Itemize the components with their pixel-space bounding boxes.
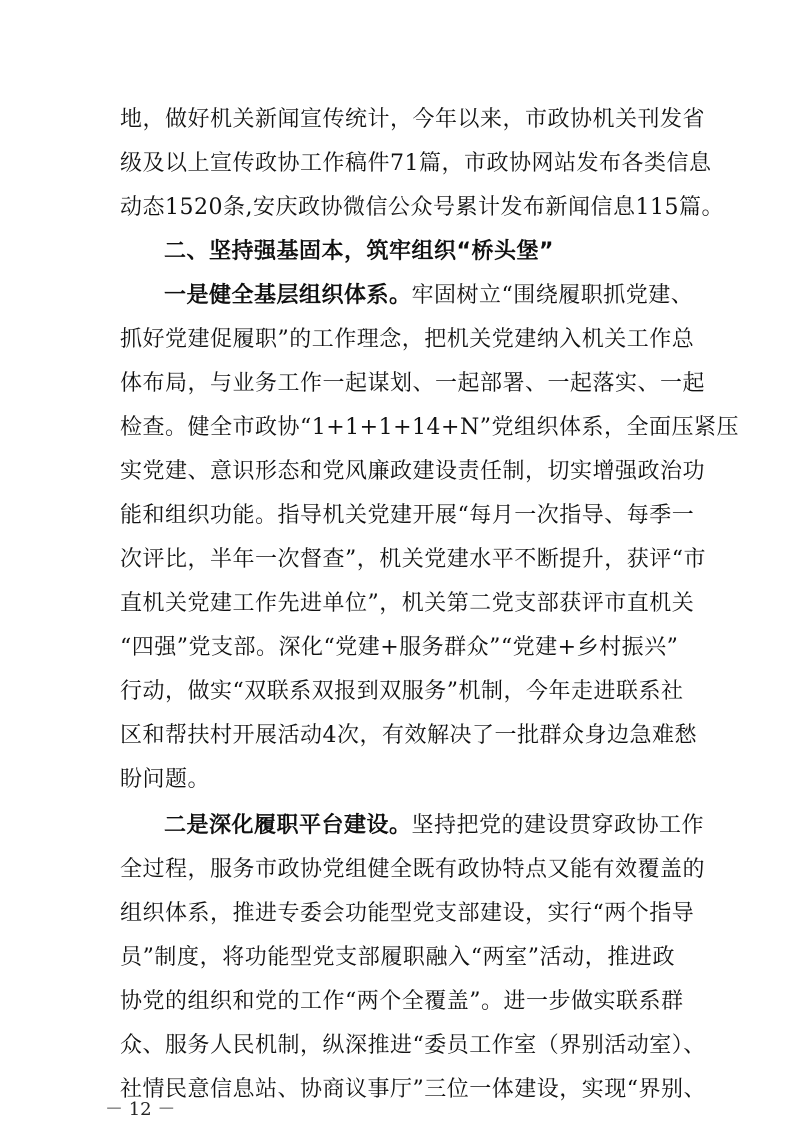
body-line: 动态1520条,安庆政协微信公众号累计发布新闻信息115篇。 xyxy=(120,195,724,220)
page-number: － 12 － xyxy=(105,1099,176,1120)
section-heading: 二、坚持强基固本，筑牢组织“桥头堡” xyxy=(164,239,554,264)
body-line: “四强”党支部。深化“党建+服务群众”“党建+乡村振兴” xyxy=(120,635,679,660)
paragraph-lead: 健全基层组织体系。 xyxy=(209,283,412,308)
body-line: 次评比，半年一次督查”，机关党建水平不断提升，获评“市 xyxy=(120,547,706,572)
paragraph-text: 坚持把党的建设贯穿政协工作 xyxy=(411,813,705,838)
body-line: 组织体系，推进专委会功能型党支部建设，实行“两个指导 xyxy=(120,901,695,926)
body-line: 能和组织功能。指导机关党建开展“每月一次指导、每季一 xyxy=(120,503,695,528)
body-line: 体布局，与业务工作一起谋划、一起部署、一起落实、一起 xyxy=(120,371,706,396)
body-line: 行动，做实“双联系双报到双服务”机制，今年走进联系社 xyxy=(120,679,684,704)
body-line: 级及以上宣传政协工作稿件71篇，市政协网站发布各类信息 xyxy=(120,151,712,176)
paragraph-lead: 深化履职平台建设。 xyxy=(209,813,412,838)
body-line: 抓好党建促履职”的工作理念，把机关党建纳入机关工作总 xyxy=(120,327,695,352)
paragraph-text: 牢固树立“围绕履职抓党建、 xyxy=(411,283,694,308)
body-line: 员”制度，将功能型党支部履职融入“两室”活动，推进政 xyxy=(120,945,675,970)
paragraph-first-line xyxy=(120,806,705,846)
paragraph-first-line xyxy=(120,276,694,316)
body-line: 区和帮扶村开展活动4次，有效解决了一批群众身边急难愁 xyxy=(120,723,697,748)
body-line: 直机关党建工作先进单位”，机关第二党支部获评市直机关 xyxy=(120,591,695,616)
body-line: 社情民意信息站、协商议事厅”三位一体建设，实现“界别、 xyxy=(120,1077,706,1102)
body-line: 协党的组织和党的工作“两个全覆盖”。进一步做实联系群 xyxy=(120,989,684,1014)
lead-marker: 一是 xyxy=(164,283,210,308)
body-line: 检查。健全市政协“1+1+1+14+N”党组织体系，全面压紧压 xyxy=(120,415,739,440)
body-line: 盼问题。 xyxy=(120,767,211,792)
body-line: 全过程，服务市政协党组健全既有政协特点又能有效覆盖的 xyxy=(120,857,706,882)
lead-marker: 二是 xyxy=(164,813,210,838)
body-line: 实党建、意识形态和党风廉政建设责任制，切实增强政治功 xyxy=(120,459,706,484)
body-line: 地，做好机关新闻宣传统计，今年以来，市政协机关刊发省 xyxy=(120,107,706,132)
body-line: 众、服务人民机制，纵深推进“委员工作室（界别活动室）、 xyxy=(120,1033,706,1058)
